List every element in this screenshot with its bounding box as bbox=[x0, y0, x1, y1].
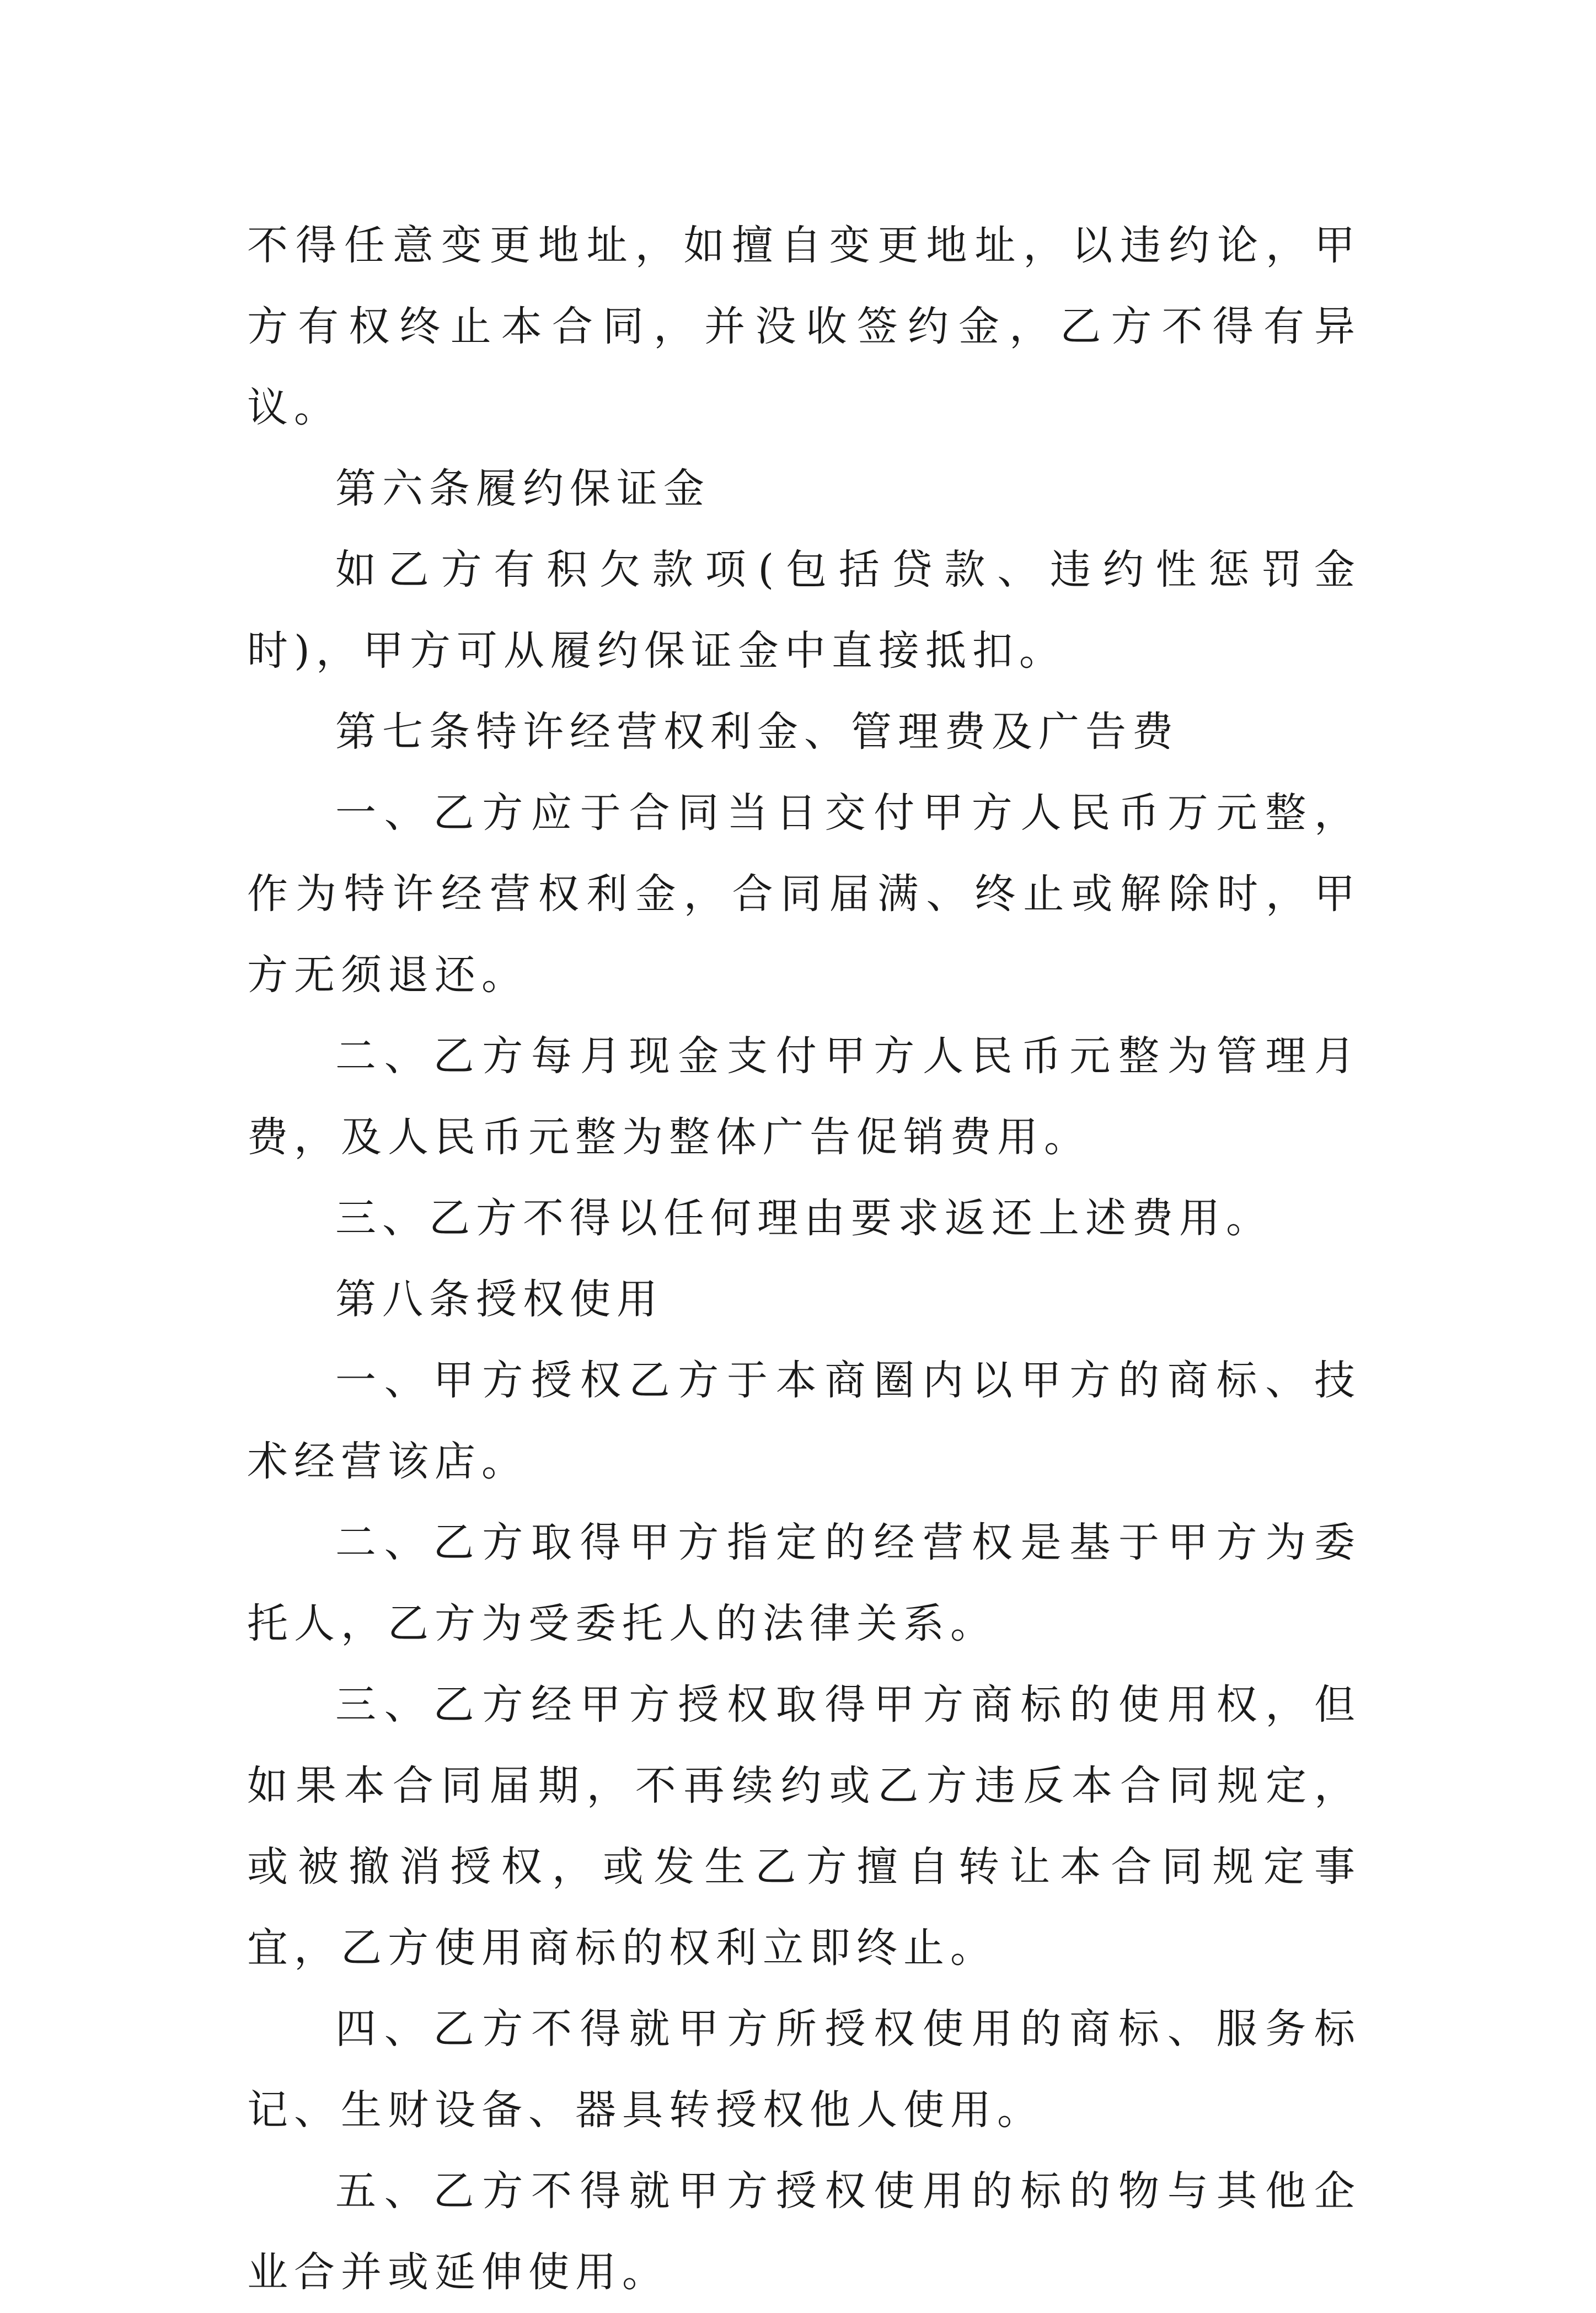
article-6-heading: 第六条履约保证金 bbox=[335, 465, 710, 512]
article-8-item-3: 三、乙方经甲方授权取得甲方商标的使用权，但如果本合同届期，不再续约或乙方违反本合同规定，或被撤消授权，或发生乙方擅自转让本合同规定事宜，乙方使用商标的权利立即终止。 bbox=[247, 1681, 1361, 1972]
article-7-heading: 第七条特许经营权利金、管理费及广告费 bbox=[335, 708, 1179, 756]
article-8-item-5: 五、乙方不得就甲方授权使用的标的物与其他企业合并或延伸使用。 bbox=[247, 2167, 1361, 2296]
article-7-item-3: 三、乙方不得以任何理由要求返还上述费用。 bbox=[335, 1195, 1273, 1242]
article-8-item-2: 二、乙方取得甲方指定的经营权是基于甲方为委托人，乙方为受委托人的法律关系。 bbox=[247, 1519, 1361, 1647]
article-7-item-2: 二、乙方每月现金支付甲方人民币元整为管理月费，及人民币元整为整体广告促销费用。 bbox=[247, 1032, 1361, 1161]
article-8-item-1: 一、甲方授权乙方于本商圈内以甲方的商标、技术经营该店。 bbox=[247, 1357, 1361, 1485]
article-8-heading: 第八条授权使用 bbox=[335, 1276, 663, 1323]
article-6-paragraph: 如乙方有积欠款项(包括贷款、违约性惩罚金时)，甲方可从履约保证金中直接抵扣。 bbox=[247, 546, 1361, 674]
article-7-item-1: 一、乙方应于合同当日交付甲方人民币万元整，作为特许经营权利金，合同届满、终止或解除时，甲方无须退还。 bbox=[247, 789, 1361, 999]
paragraph-continuation: 不得任意变更地址，如擅自变更地址，以违约论，甲方有权终止本合同，并没收签约金，乙方不得有异议。 bbox=[247, 222, 1361, 431]
article-8-item-4: 四、乙方不得就甲方所授权使用的商标、服务标记、生财设备、器具转授权他人使用。 bbox=[247, 2005, 1361, 2134]
document-body bbox=[247, 205, 1361, 2313]
